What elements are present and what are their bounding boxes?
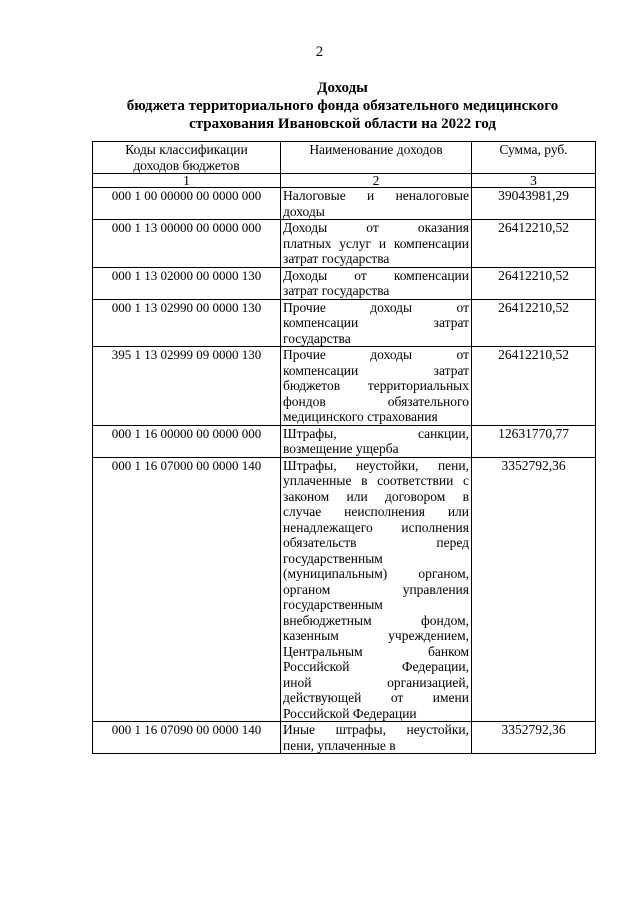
income-name-line: Налоговые и неналоговые [283, 188, 469, 203]
table-row [93, 299, 596, 347]
income-code: 000 1 16 00000 00 0000 000 [93, 425, 281, 457]
column-number-2: 2 [281, 174, 472, 188]
income-name [281, 220, 472, 268]
income-sum: 26412210,52 [472, 267, 596, 299]
table-header-row [93, 142, 596, 174]
table-row [93, 722, 596, 754]
income-name-line: бюджетов территориальных [283, 378, 469, 393]
page-number: 2 [315, 44, 324, 60]
table-body [93, 188, 596, 754]
income-name-line: органом управления [283, 581, 469, 597]
income-name-line: медицинского страхования [283, 409, 438, 424]
header-codes [93, 142, 281, 174]
table-row [93, 188, 596, 220]
income-name-line: затрат государства [283, 283, 390, 298]
table-row [93, 457, 596, 722]
income-name-line: Центральным банком [283, 643, 469, 659]
income-name-line: платных услуг и компенсации [283, 235, 469, 251]
income-sum: 12631770,77 [472, 425, 596, 457]
income-name-line: Иные штрафы, неустойки, [283, 722, 469, 737]
income-name-line: ненадлежащего исполнения [283, 519, 469, 535]
income-name-line: Прочие доходы от [283, 299, 469, 315]
income-name-line: Российской Федерации [283, 705, 417, 721]
income-name-line: Штрафы, неустойки, пени, [283, 457, 469, 473]
column-number-1: 1 [93, 174, 281, 188]
table-row [93, 347, 596, 426]
income-name-line: Российской Федерации, [283, 659, 469, 674]
income-sum: 39043981,29 [472, 188, 596, 220]
header-income-name: Наименование доходов [281, 142, 472, 174]
income-sum: 26412210,52 [472, 299, 596, 347]
column-number-3: 3 [472, 174, 596, 188]
income-name-line: обязательств перед [283, 535, 469, 550]
income-code: 000 1 00 00000 00 0000 000 [93, 188, 281, 220]
table-row [93, 425, 596, 457]
income-name-line: фондов обязательного [283, 393, 469, 409]
column-number-row [93, 174, 596, 188]
title-line-1: Доходы [317, 80, 368, 96]
income-name-line: компенсации затрат [283, 315, 469, 330]
income-code: 000 1 13 00000 00 0000 000 [93, 220, 281, 268]
income-name-line: Прочие доходы от [283, 347, 469, 362]
income-name-line: (муниципальным) органом, [283, 566, 469, 581]
income-name [281, 722, 472, 754]
income-name-line: Штрафы, санкции, [283, 425, 469, 441]
income-code: 395 1 13 02999 09 0000 130 [93, 347, 281, 426]
income-table [92, 141, 596, 754]
income-name-line: законом или договором в [283, 488, 469, 504]
income-name-line: внебюджетным фондом, [283, 612, 469, 628]
income-code: 000 1 13 02990 00 0000 130 [93, 299, 281, 347]
income-name-line: иной организацией, [283, 674, 469, 690]
income-sum: 26412210,52 [472, 220, 596, 268]
title-line-3: страхования Ивановской области на 2022 год [189, 116, 496, 132]
income-name-line: доходы [283, 203, 325, 219]
income-sum: 3352792,36 [472, 457, 596, 722]
income-name-line: действующей от имени [283, 690, 469, 705]
header-codes-line-1: Коды классификации [125, 142, 248, 157]
income-name-line: компенсации затрат [283, 362, 469, 378]
header-codes-line-2: доходов бюджетов [133, 157, 240, 173]
income-name-line: Доходы от оказания [283, 220, 469, 235]
income-name [281, 457, 472, 722]
income-name-line: уплаченные в соответствии с [283, 473, 469, 488]
income-name [281, 188, 472, 220]
income-name-line: возмещение ущерба [283, 441, 399, 456]
income-code: 000 1 16 07090 00 0000 140 [93, 722, 281, 754]
income-name-line: случае неисполнения или [283, 504, 469, 519]
income-name [281, 425, 472, 457]
title-line-2: бюджета территориального фонда обязательного медицинского [126, 98, 559, 114]
table-row [93, 220, 596, 268]
income-sum: 26412210,52 [472, 347, 596, 426]
income-name-line: затрат государства [283, 251, 390, 266]
income-name [281, 267, 472, 299]
income-name-line: Доходы от компенсации [283, 267, 469, 283]
income-code: 000 1 16 07000 00 0000 140 [93, 457, 281, 722]
income-name [281, 347, 472, 426]
income-name-line: государственным [283, 550, 383, 566]
income-name-line: казенным учреждением, [283, 628, 469, 643]
header-sum: Сумма, руб. [472, 142, 596, 174]
income-name-line: государственным [283, 597, 383, 612]
income-name [281, 299, 472, 347]
table-row [93, 267, 596, 299]
income-name-line: государства [283, 330, 351, 346]
income-code: 000 1 13 02000 00 0000 130 [93, 267, 281, 299]
document-title [80, 79, 605, 133]
income-sum: 3352792,36 [472, 722, 596, 754]
income-name-line: пени, уплаченные в [283, 737, 396, 753]
